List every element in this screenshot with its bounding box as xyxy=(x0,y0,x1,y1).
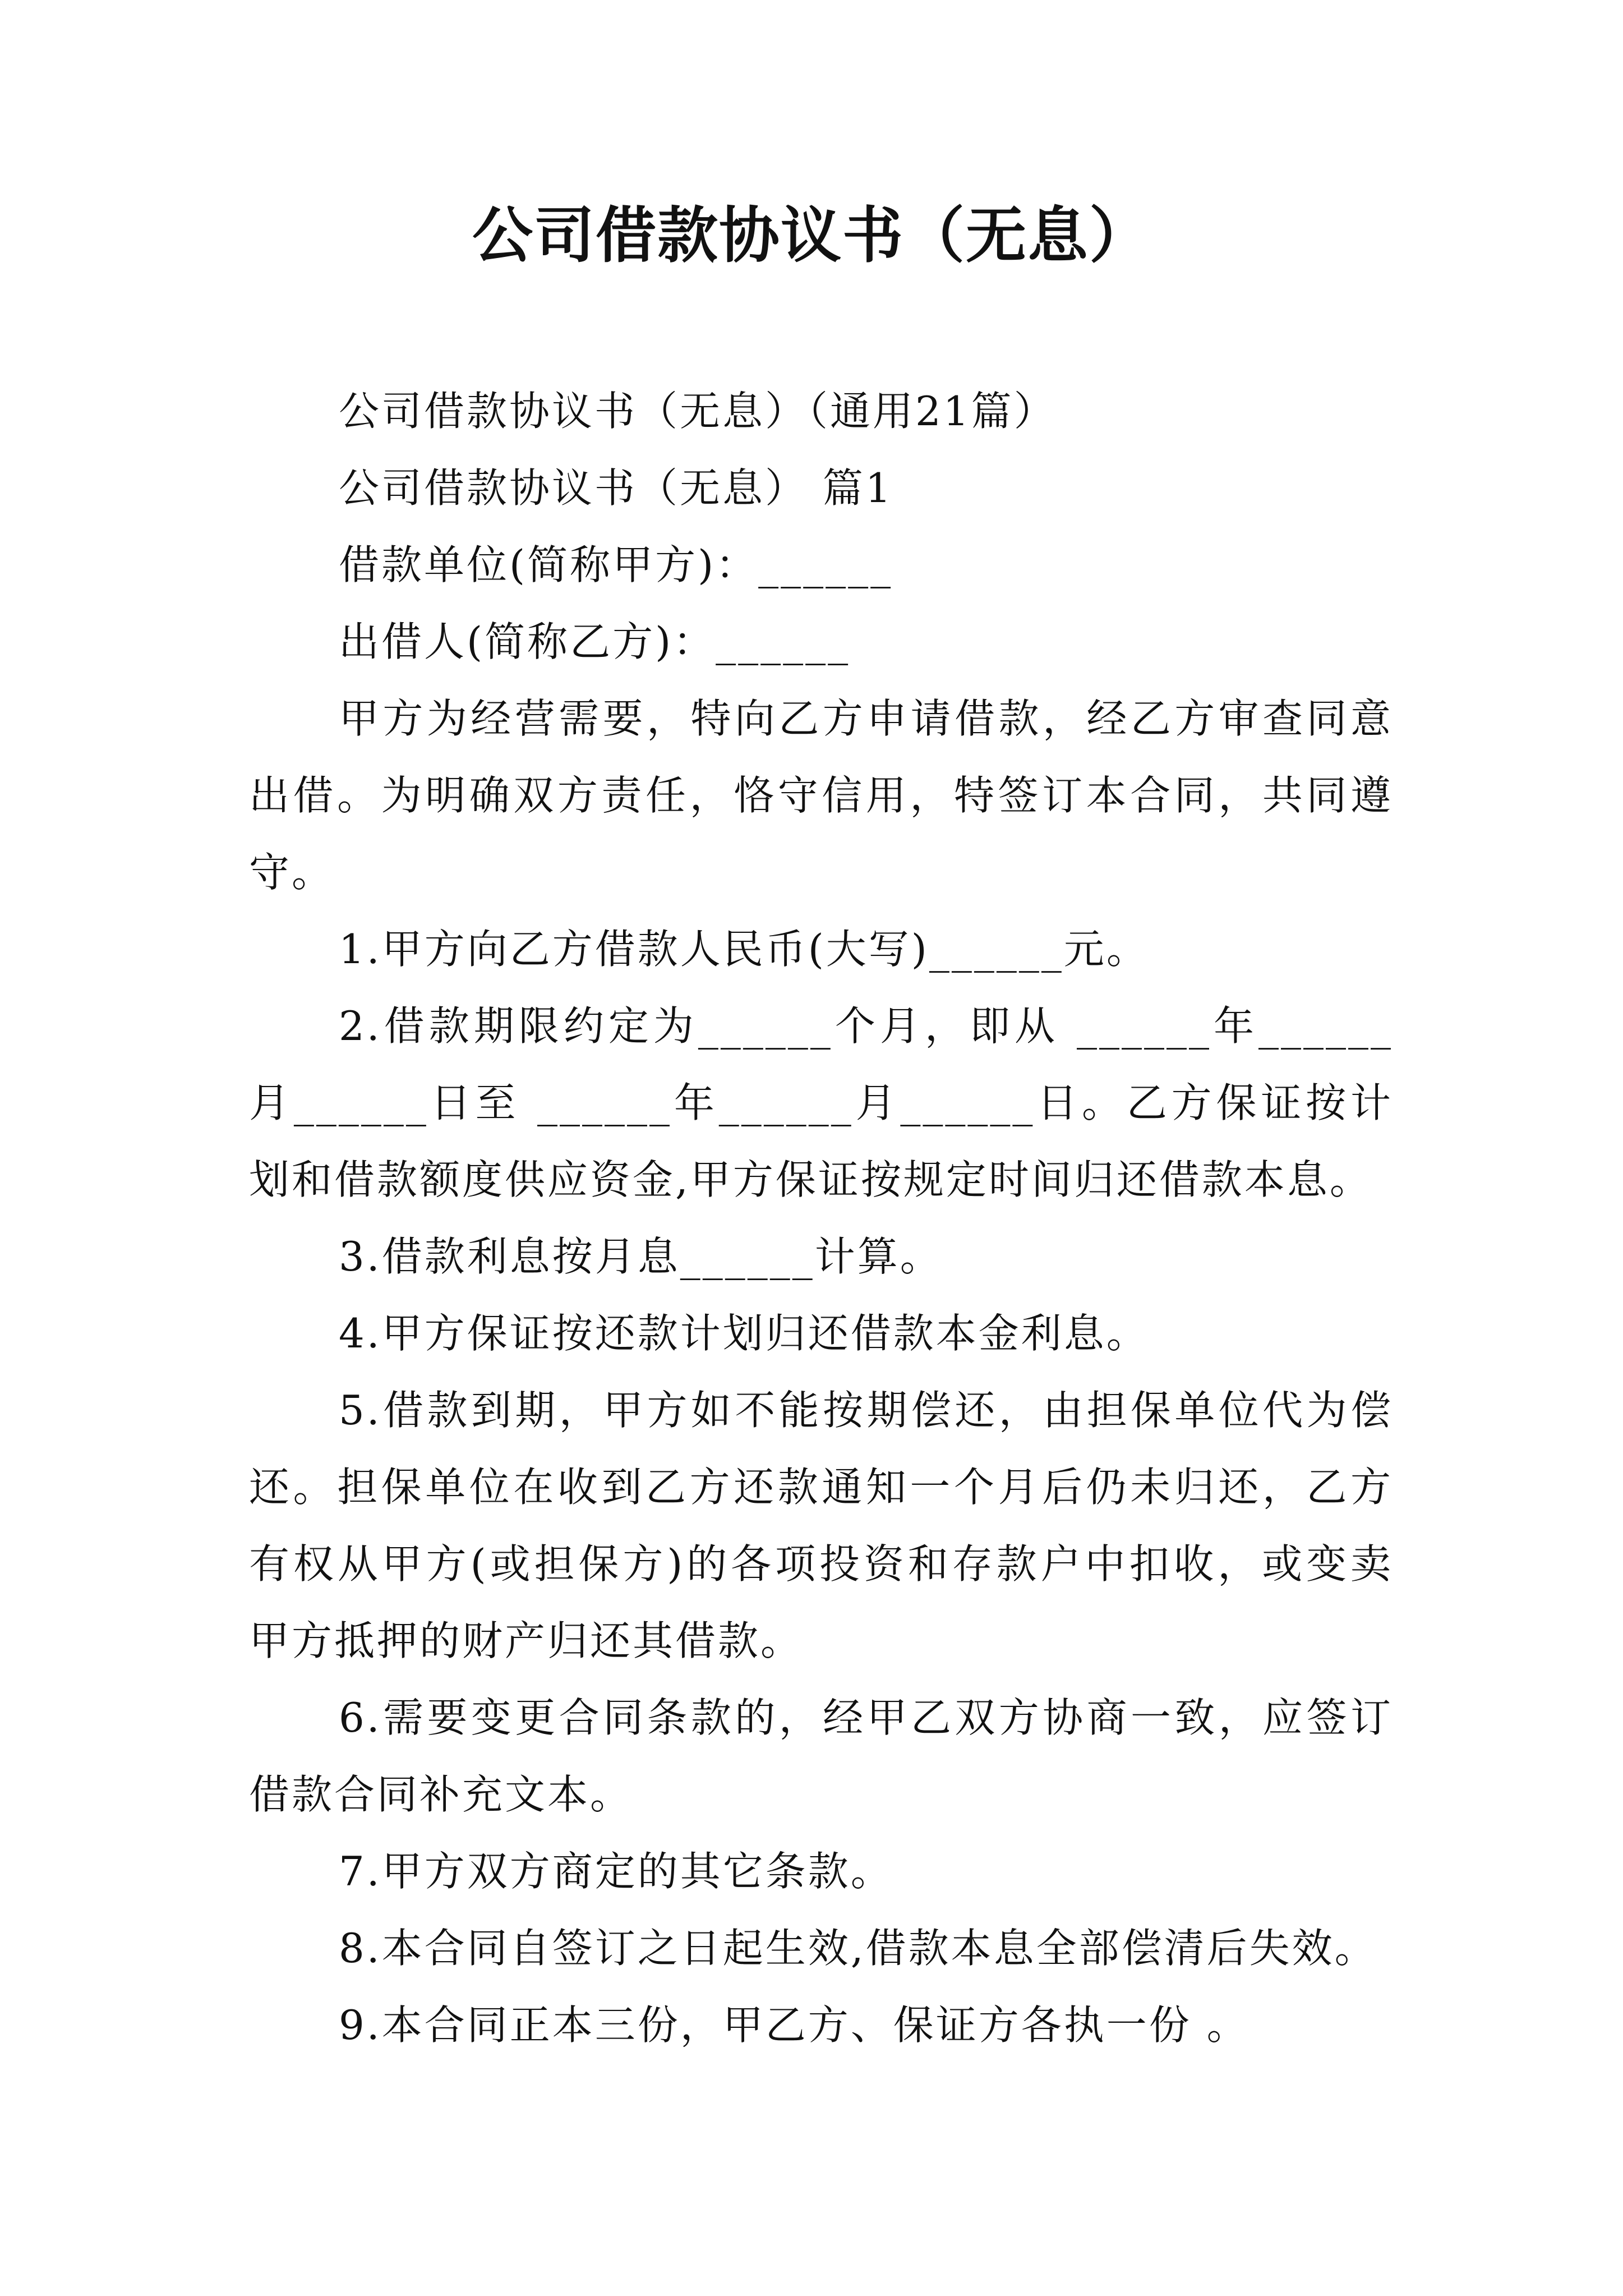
paragraph-clause-9: 9.本合同正本三份，甲乙方、保证方各执一份 。 xyxy=(339,2001,1249,2049)
paragraph-clause-2: 2.借款期限约定为______个月，即从 ______年______月______日至 ______年______月______日。乙方保证按计划和借款额度供应资金,甲方保证按规定时间归还借款本息。 xyxy=(249,1002,1393,1203)
paragraph-clause-7: 7.甲方双方商定的其它条款。 xyxy=(339,1848,893,1895)
document-title: 公司借款协议书（无息） xyxy=(472,200,1151,271)
paragraph-clause-1: 1.甲方向乙方借款人民币(大写)______元。 xyxy=(339,926,1149,973)
paragraph-preamble: 甲方为经营需要，特向乙方申请借款，经乙方审查同意出借。为明确双方责任，恪守信用，特签订本合同，共同遵守。 xyxy=(249,695,1393,896)
paragraph-borrower: 借款单位(简称甲方)：______ xyxy=(339,541,893,588)
paragraph-collection-title: 公司借款协议书（无息）（通用21篇） xyxy=(339,388,1057,435)
paragraph-clause-4: 4.甲方保证按还款计划归还借款本金利息。 xyxy=(339,1310,1149,1357)
paragraph-section-heading: 公司借款协议书（无息） 篇1 xyxy=(339,464,893,512)
paragraph-clause-5: 5.借款到期，甲方如不能按期偿还，由担保单位代为偿还。担保单位在收到乙方还款通知一个月后仍未归还，乙方有权从甲方(或担保方)的各项投资和存款户中扣收，或变卖甲方抵押的财产归还其借款。 xyxy=(249,1387,1393,1664)
paragraph-clause-6: 6.需要变更合同条款的，经甲乙双方协商一致，应签订借款合同补充文本。 xyxy=(249,1694,1393,1818)
document-body xyxy=(249,373,1393,2064)
paragraph-lender: 出借人(简称乙方)：______ xyxy=(339,618,851,665)
paragraph-clause-8: 8.本合同自签订之日起生效,借款本息全部偿清后失效。 xyxy=(339,1925,1377,1972)
paragraph-clause-3: 3.借款利息按月息______计算。 xyxy=(339,1233,943,1280)
